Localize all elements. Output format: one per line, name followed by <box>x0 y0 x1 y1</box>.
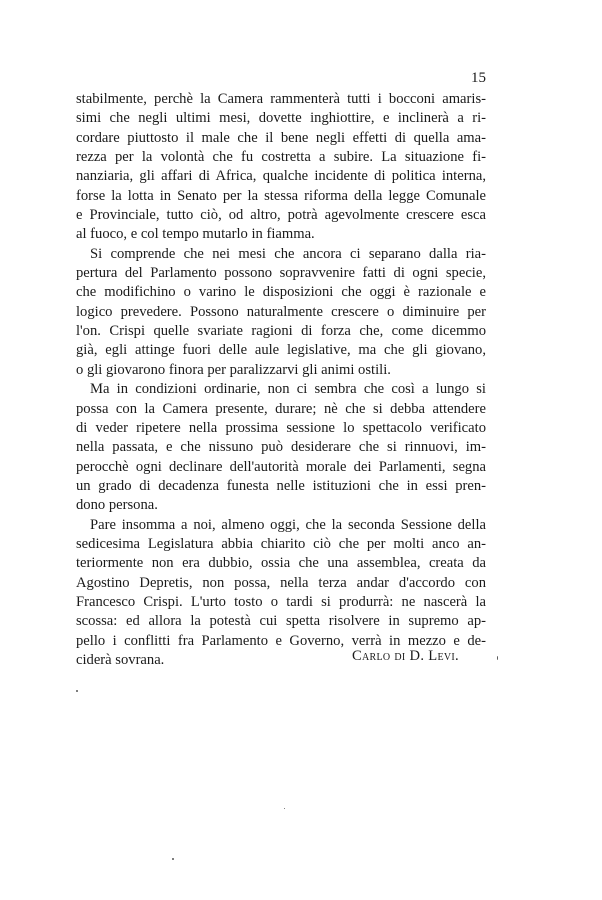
text-line: Francesco Crispi. L'urto tosto o tardi si produrrà: ne nascerà la <box>76 593 486 610</box>
text-line: cordare piuttosto il male che il bene negli effetti di quella ama- <box>76 129 486 146</box>
text-line: dono persona. <box>76 497 158 514</box>
text-line: logico prevedere. Possono naturalmente crescere o diminuire per <box>76 303 486 320</box>
text-line: o gli giovarono finora per paralizzarvi gli animi ostili. <box>76 361 391 378</box>
text-line: stabilmente, perchè la Camera rammenterà tutti i bocconi amaris- <box>76 91 486 107</box>
text-line: già, egli attinge fuori delle aule legislative, ma che gli giovano, <box>76 342 486 359</box>
text-line: di veder ripetere nella prossima sessione lo spettacolo verificato <box>76 419 486 436</box>
text-line: sedicesima Legislatura abbia chiarito ciò che per molti anco an- <box>76 535 486 552</box>
text-line: nanziaria, gli affari di Africa, qualche incidente di politica interna, <box>76 168 486 185</box>
text-line: rezza per la volontà che fu costretta a subire. La situazione fi- <box>76 149 486 166</box>
text-line: pertura del Parlamento possono sopravvenire fatti di ogni specie, <box>76 265 486 282</box>
text-line: Pare insomma a noi, almeno oggi, che la seconda Sessione della <box>90 516 486 533</box>
text-line: scossa: ed allora la potestà cui spetta risolvere in supremo ap- <box>76 613 486 630</box>
scan-speck <box>172 858 174 860</box>
body-text <box>76 90 486 670</box>
text-line: al fuoco, e col tempo mutarlo in fiamma. <box>76 226 315 243</box>
text-line: ciderà sovrana. <box>76 651 165 668</box>
text-line: e Provinciale, tutto ciò, od altro, potrà agevolmente crescere esca <box>76 207 486 224</box>
scan-speck <box>284 808 285 809</box>
text-line: che modifichino o varino le disposizioni che oggi è razionale e <box>76 284 486 301</box>
paragraph <box>76 380 486 515</box>
signature: Carlo di D. Levi. <box>352 648 459 664</box>
text-line: teriormente non era dubbio, ossia che una assemblea, creata da <box>76 555 486 572</box>
text-line: nella passata, e che nissuno può desiderare che si rinnuovi, im- <box>76 439 486 456</box>
scan-speck <box>497 656 498 660</box>
text-line: perocchè ogni declinare dell'autorità morale dei Parlamenti, segna <box>76 458 486 475</box>
text-line: possa con la Camera presente, durare; nè che si debba attendere <box>76 400 486 417</box>
text-line: Agostino Depretis, non possa, nella terza andar d'accordo con <box>76 574 486 591</box>
text-line: un grado di decadenza funesta nelle istituzioni che in essi pren- <box>76 477 486 494</box>
text-line: forse la lotta in Senato per la stessa riforma della legge Comunale <box>76 187 486 204</box>
text-line: Ma in condizioni ordinarie, non ci sembra che così a lungo si <box>90 381 486 398</box>
page-number: 15 <box>471 70 486 86</box>
text-line: simi che negli ultimi mesi, dovette inghiottire, e inclinerà a ri- <box>76 110 486 127</box>
paragraph <box>76 90 486 245</box>
paragraph <box>76 245 486 380</box>
scan-speck <box>76 690 78 692</box>
text-line: Si comprende che nei mesi che ancora ci separano dalla ria- <box>90 245 486 262</box>
text-line: l'on. Crispi quelle svariate ragioni di forza che, come dicemmo <box>76 323 486 340</box>
text-line: pello i conflitti fra Parlamento e Governo, verrà in mezzo e de- <box>76 632 486 649</box>
